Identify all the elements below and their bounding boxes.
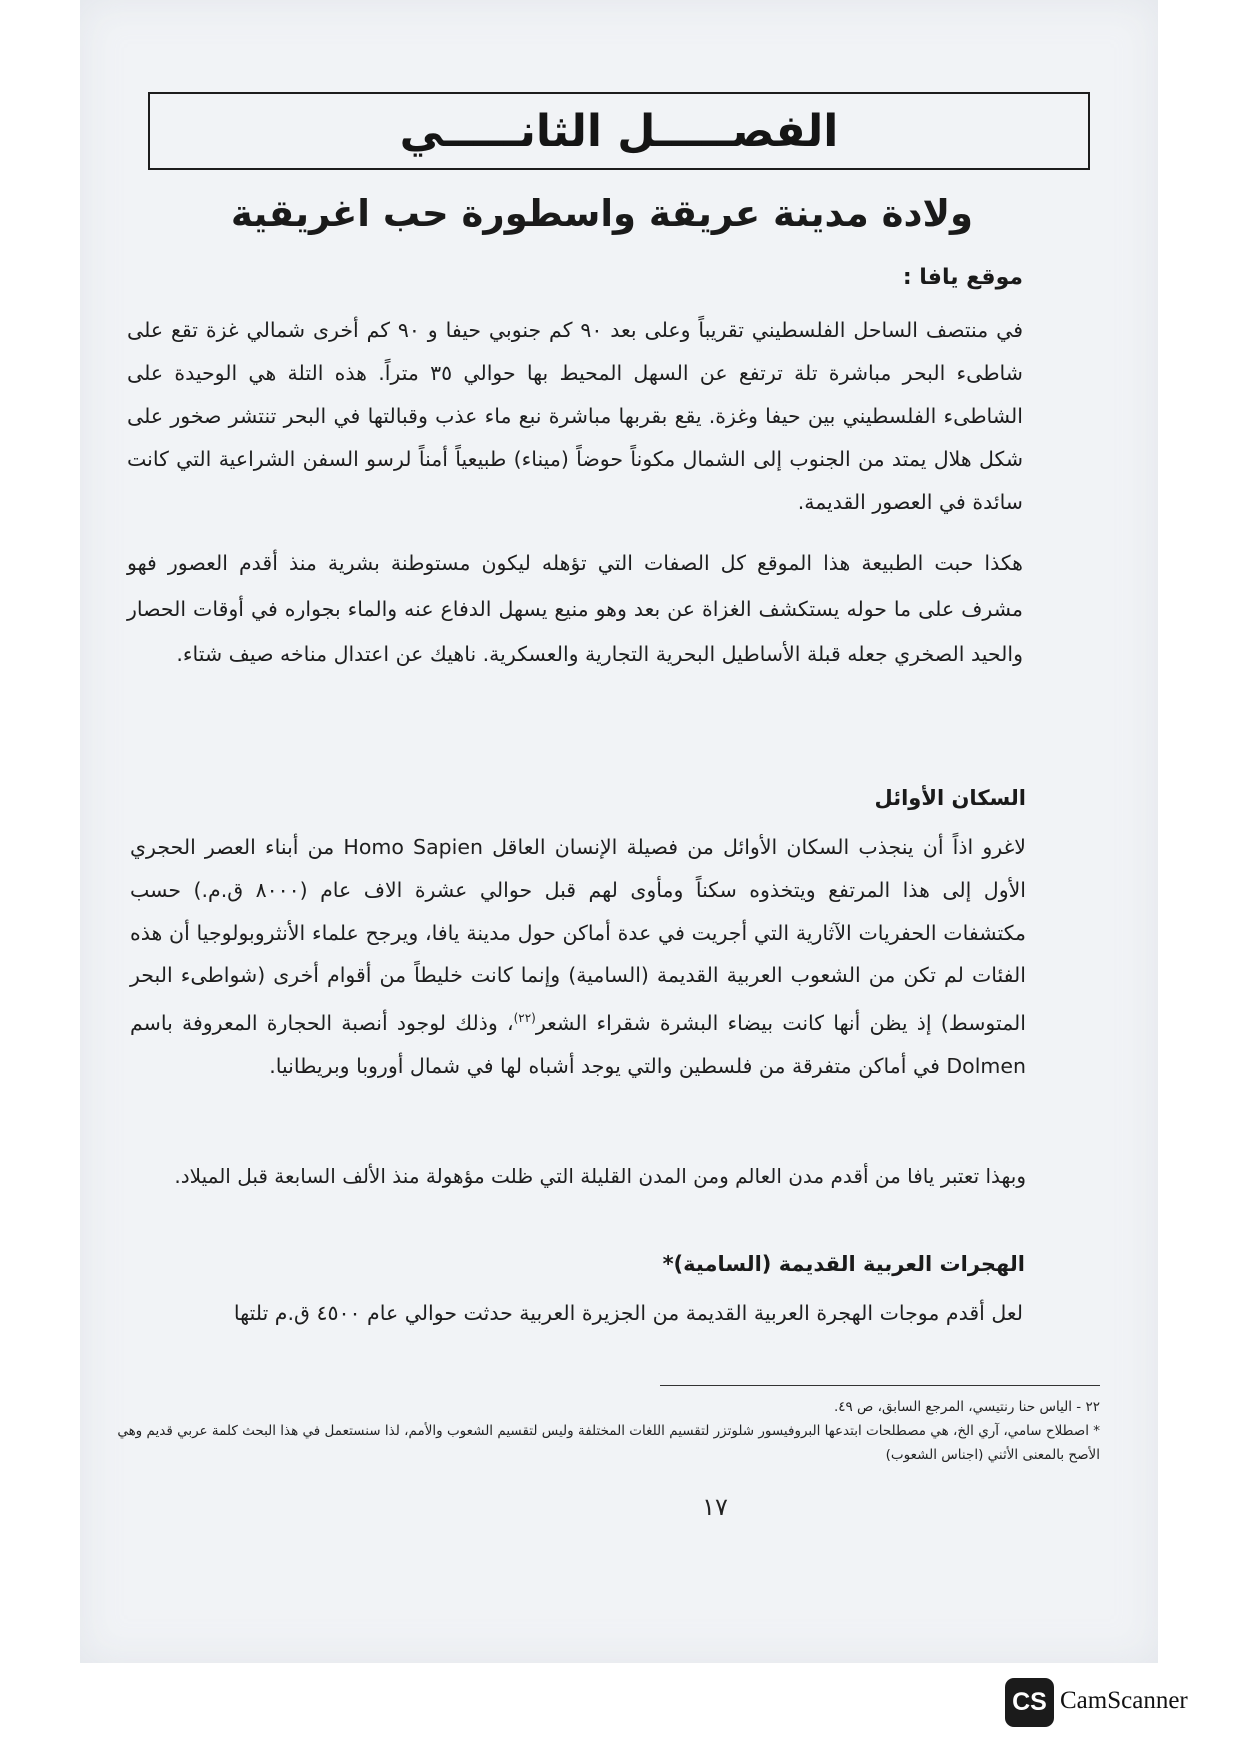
footnotes [95,1395,1100,1467]
footnote-star: * اصطلاح سامي، آري الخ، هي مصطلحات ابتدعها البروفيسور شلوتزر لتقسيم اللغات المختلفة وليس لتقسيم الشعوب والأمم، لذا سنستعمل في هذا البحث كلمة عربي قديم وهي الأصح بالمعنى الأثني (اجناس الشعوب) [117,1423,1100,1463]
page-number: ١٧ [702,1493,728,1521]
footnote-22: ٢٢ - الياس حنا رنتيسي، المرجع السابق، ص ٤٩. [833,1399,1100,1415]
section-heading-arab-migrations: الهجرات العربية القديمة (السامية)* [662,1252,1025,1276]
paragraph-migrations-1: لعل أقدم موجات الهجرة العربية القديمة من الجزيرة العربية حدثت حوالي عام ٤٥٠٠ ق.م تلتها [233,1301,1023,1325]
footnote-reference: (٢٢) [513,1011,536,1026]
camscanner-brand: CamScanner [1060,1687,1188,1714]
camscanner-logo: CS [1005,1678,1054,1727]
paragraph-location-1: في منتصف الساحل الفلسطيني تقريباً وعلى بعد ٩٠ كم جنوبي حيفا و ٩٠ كم أخرى شمالي غزة تقع على شاطىء البحر مباشرة تلة ترتفع عن السهل المحيط بها حوالي ٣٥ متراً. هذه التلة هي الوحيدة على الشاطىء الفلسطيني بين حيفا وغزة. يقع بقربها مباشرة نبع ماء عذب وقبالتها في البحر تنتشر صخور على شكل هلال يمتد من الجنوب إلى الشمال مكوناً حوضاً (ميناء) طبيعياً أمناً لرسو السفن الشراعية التي كانت سائدة في العصور القديمة. [127,318,1023,514]
section-heading-first-inhabitants: السكان الأوائل [874,786,1026,810]
chapter-subtitle: ولادة مدينة عريقة واسطورة حب اغريقية [230,192,973,235]
chapter-title: الفصـــــل الثانـــــي [399,105,839,157]
paragraph-inhabitants-2: وبهذا تعتبر يافا من أقدم مدن العالم ومن المدن القليلة التي ظلت مؤهولة منذ الألف السابعة قبل الميلاد. [174,1164,1026,1188]
section-heading-location: موقع يافا : [902,265,1023,290]
paragraph-location-2: هكذا حبت الطبيعة هذا الموقع كل الصفات التي تؤهله ليكون مستوطنة بشرية منذ أقدم العصور فهو مشرف على ما حوله يستكشف الغزاة عن بعد وهو منيع يسهل الدفاع عنه والماء بجواره في أوقات الحصار والحيد الصخري جعله قبلة الأساطيل البحرية التجارية والعسكرية. ناهيك عن اعتدال مناخه صيف شتاء. [127,551,1023,666]
paragraph-inhabitants-1: لاغرو اذاً أن ينجذب السكان الأوائل من فصيلة الإنسان العاقل Homo Sapien من أبناء العصر الحجري الأول إلى هذا المرتفع ويتخذوه سكناً ومأوى لهم قبل حوالي عشرة الاف عام (٨٠٠٠ ق.م.) حسب مكتشفات الحفريات الآثارية التي أجريت في عدة أماكن حول مدينة يافا، ويرجح علماء الأنثروبولوجيا أن هذه الفئات لم تكن من الشعوب العربية القديمة (السامية) وإنما كانت خليطاً من أقوام أخرى (شواطىء البحر المتوسط) إذ يظن أنها كانت بيضاء البشرة شقراء الشعر$^{(٢٢)}$، وذلك لوجود أنصبة الحجارة المعروفة باسم Dolmen في أماكن متفرقة من فلسطين والتي يوجد أشباه لها في شمال أوروبا وبريطانيا. [130,835,1026,1078]
footnote-divider [660,1385,1100,1386]
chapter-title-box [148,92,1090,170]
